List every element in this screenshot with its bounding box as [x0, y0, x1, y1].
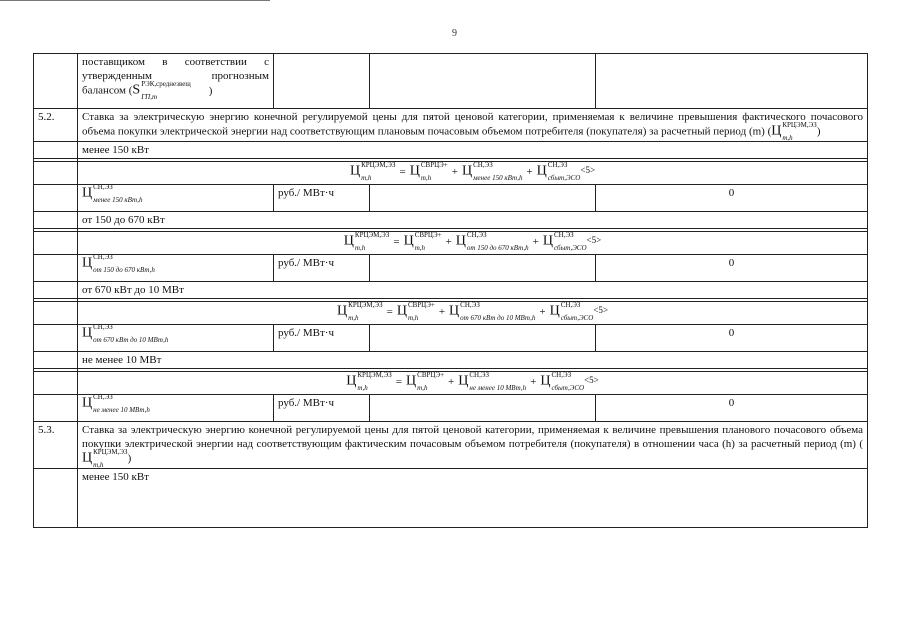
formula-lhs-sup: КРЦЭМ,ЭЗ: [361, 161, 396, 170]
formula-term-2-base: Ц: [455, 234, 466, 249]
empty-cell: [596, 54, 868, 109]
formula-term-1-sub: m,h: [414, 244, 426, 253]
plus-sign: +: [445, 236, 452, 248]
formula-lhs-sub: m,h: [357, 384, 368, 393]
value-text: 0: [728, 327, 735, 339]
formula-lhs: [346, 371, 392, 393]
category-rate-symbol-sup: СН,ЭЗ: [93, 254, 113, 261]
empty-cell: [34, 325, 78, 352]
category-rate-symbol-sub: от 670 кВт до 10 МВт,h: [93, 336, 169, 344]
plus-sign: +: [539, 306, 546, 318]
category-rate-symbol-sub: не менее 10 МВт,h: [93, 406, 150, 414]
formula-term-2: [461, 161, 523, 183]
category-rate-symbol-base: Ц: [82, 325, 93, 341]
formula-lhs: [343, 231, 390, 253]
formula-term-1-sub: m,h: [417, 384, 428, 393]
empty-cell: [370, 255, 596, 282]
formula-term-3-base: Ц: [542, 234, 553, 249]
empty-cell: [34, 185, 78, 212]
category-rate-symbol: [82, 186, 143, 202]
text-line-content: утвержденным прогнозным: [82, 70, 269, 82]
plus-sign: +: [451, 166, 458, 178]
formula-term-1-sub: m,h: [407, 314, 419, 323]
formula-term-2-base: Ц: [461, 164, 473, 179]
category-rate-symbol-base: Ц: [82, 185, 93, 201]
close-paren: ): [127, 452, 132, 465]
unit-text: руб./ МВт·ч: [278, 187, 334, 199]
unit-text: руб./ МВт·ч: [278, 257, 334, 269]
category-rate-symbol-sup: СН,ЭЗ: [93, 394, 113, 401]
category-label-row: [34, 212, 868, 229]
formula-term-3-sub: сбыт,ЭСО: [551, 384, 585, 393]
text-line-content: балансом (: [82, 84, 133, 97]
formula-term-3-sup: СН,ЭЗ: [547, 161, 568, 170]
formula-term-2-sub: не менее 10 МВт,h: [469, 384, 527, 393]
formula-term-3-sub: сбыт,ЭСО: [560, 314, 594, 323]
category-rate-symbol: [82, 396, 150, 412]
rate-symbol-base: Ц: [82, 450, 93, 466]
unit-text: руб./ МВт·ч: [278, 327, 334, 339]
plus-sign: +: [526, 166, 533, 178]
empty-cell: [34, 212, 78, 229]
tariff-table: [33, 53, 868, 528]
value-row: [34, 395, 868, 422]
section-number: [34, 422, 78, 469]
category-label-row: [34, 469, 868, 528]
formula-term-2-sub: от 150 до 670 кВт,h: [466, 244, 529, 253]
value-cell: [596, 395, 868, 422]
formula-term-1-base: Ц: [403, 234, 414, 249]
equals-sign: =: [393, 236, 400, 248]
category-rate-symbol-sup: СН,ЭЗ: [93, 324, 113, 331]
section-5-3-header: [34, 422, 868, 469]
empty-cell: [34, 162, 78, 185]
formula-term-3-base: Ц: [540, 374, 551, 389]
category-label-text: менее 150 кВт: [82, 144, 149, 156]
formula-lhs-sup: КРЦЭМ,ЭЗ: [354, 231, 390, 240]
empty-cell: [34, 54, 78, 109]
continuation-row: [34, 54, 868, 109]
rate-symbol-cell: [78, 395, 274, 422]
section-description: [78, 109, 868, 142]
section-number: [34, 109, 78, 142]
formula-term-2: [455, 231, 529, 253]
close-paren: ): [816, 125, 821, 138]
section-text: Ставка за электрическую энергию конечной регулируемой цены для пятой ценовой категории, применяемая к величине превышения фактического почасового объема покупки электрической энергии над соответствующим плановым почасовым объемом потребителя (покупателя) за расчетный период (m) (: [82, 111, 863, 138]
formula-term-1: [409, 161, 448, 183]
plus-sign: +: [532, 236, 539, 248]
section-text: Ставка за электрическую энергию конечной регулируемой цены для пятой ценовой категории, применяемая к величине превышения планового почасового объема покупки электрической энергии над соответствующим фактическим почасовым объемом потребителя (покупателя) в отношении часа (h) за расчетный период (m) (: [82, 424, 863, 450]
formula-term-2: [458, 371, 527, 393]
rate-symbol: [82, 448, 128, 469]
rate-symbol-base: Ц: [771, 123, 782, 139]
value-row: [34, 255, 868, 282]
formula-term-1: [396, 301, 435, 323]
formula-term-3: [542, 231, 587, 253]
empty-cell: [34, 372, 78, 395]
rate-symbol-cell: [78, 255, 274, 282]
footnote-ref: <5>: [580, 165, 596, 175]
category-rate-symbol-sub: менее 150 кВт,h: [93, 196, 143, 204]
empty-cell: [34, 352, 78, 369]
equals-sign: =: [386, 306, 393, 318]
section-number-text: 5.3.: [38, 424, 55, 436]
category-rate-symbol: [82, 256, 155, 272]
formula-lhs-base: Ц: [349, 164, 361, 179]
empty-cell: [274, 54, 370, 109]
formula-term-1-base: Ц: [409, 164, 420, 179]
rate-symbol-sup: КРЦЭМ,ЭЗ: [93, 448, 128, 456]
empty-cell: [34, 232, 78, 255]
formula-term-1-sub: m,h: [420, 174, 432, 183]
category-label-text: менее 150 кВт: [82, 471, 149, 483]
formula-term-1-base: Ц: [396, 304, 407, 319]
formula-row: [34, 372, 868, 395]
category-label: [78, 469, 868, 528]
formula-row: [34, 162, 868, 185]
text-line: [82, 80, 269, 101]
formula-term-3: [549, 301, 594, 323]
unit-text: руб./ МВт·ч: [278, 397, 334, 409]
formula-term-3: [540, 371, 585, 393]
text-line-content: поставщиком в соответствии с: [82, 56, 269, 68]
unit-cell: [274, 185, 370, 212]
category-rate-symbol-sub: от 150 до 670 кВт,h: [93, 266, 155, 274]
balance-symbol-base: S: [132, 82, 141, 98]
section-description: [78, 422, 868, 469]
plus-sign: +: [530, 376, 537, 388]
formula-term-2: [449, 301, 536, 323]
formula: [78, 162, 868, 185]
page-number: 9: [452, 28, 457, 39]
equals-sign: =: [399, 166, 406, 178]
empty-cell: [34, 282, 78, 299]
formula-term-3-base: Ц: [549, 304, 560, 319]
rate-symbol: [771, 121, 817, 142]
formula-term-2-base: Ц: [449, 304, 460, 319]
value-row: [34, 185, 868, 212]
unit-cell: [274, 255, 370, 282]
formula-lhs: [337, 301, 383, 323]
formula-term-2-sup: СН,ЭЗ: [460, 301, 480, 310]
text-line: [82, 55, 269, 69]
value-row: [34, 325, 868, 352]
formula: [78, 372, 868, 395]
empty-cell: [370, 185, 596, 212]
category-label-text: от 670 кВт до 10 МВт: [82, 284, 184, 296]
formula-term-2-sup: СН,ЭЗ: [469, 371, 490, 380]
close-paren: ): [208, 84, 213, 97]
category-rate-symbol-sup: СН,ЭЗ: [93, 184, 113, 191]
value-cell: [596, 185, 868, 212]
category-label-row: [34, 352, 868, 369]
category-label: [78, 352, 868, 369]
formula-lhs-base: Ц: [346, 374, 357, 389]
formula: [78, 232, 868, 255]
formula-term-3-sub: сбыт,ЭСО: [553, 244, 587, 253]
footnote-ref: <5>: [586, 235, 602, 245]
category-label-text: от 150 до 670 кВт: [82, 214, 165, 226]
category-label-row: [34, 282, 868, 299]
empty-cell: [34, 469, 78, 528]
formula-term-2-sub: от 670 кВт до 10 МВт,h: [460, 314, 536, 323]
formula-lhs-base: Ц: [343, 234, 354, 249]
formula-term-2-sup: СН,ЭЗ: [473, 161, 493, 170]
top-rule: [0, 0, 270, 1]
formula-term-1-sup: СВРЦЭ+: [414, 231, 442, 240]
plus-sign: +: [438, 306, 446, 318]
category-label-row: [34, 142, 868, 159]
empty-cell: [370, 395, 596, 422]
unit-cell: [274, 325, 370, 352]
empty-cell: [34, 395, 78, 422]
balance-symbol-sup: РЭК,среднезвещ: [141, 80, 191, 88]
empty-cell: [370, 54, 596, 109]
formula-lhs-sup: КРЦЭМ,ЭЗ: [357, 371, 392, 380]
rate-symbol-sub: m,h: [93, 461, 104, 469]
category-label: [78, 212, 868, 229]
section-5-2-header: [34, 109, 868, 142]
formula-row: [34, 232, 868, 255]
balance-symbol: [132, 80, 191, 101]
formula-term-3-base: Ц: [536, 164, 547, 179]
equals-sign: =: [395, 376, 403, 388]
section-number-text: 5.2.: [38, 111, 55, 123]
value-text: 0: [728, 187, 735, 199]
plus-sign: +: [448, 376, 455, 388]
rate-symbol-sup: КРЦЭМ,ЭЗ: [782, 121, 817, 129]
formula-term-3-sup: СН,ЭЗ: [553, 231, 574, 240]
balance-symbol-sub: ГП,m: [141, 93, 158, 101]
empty-cell: [34, 142, 78, 159]
formula-term-3-sup: СН,ЭЗ: [551, 371, 572, 380]
rate-symbol-cell: [78, 185, 274, 212]
formula-term-1-sup: СВРЦЭ+: [407, 301, 435, 310]
value-cell: [596, 325, 868, 352]
rate-symbol-cell: [78, 325, 274, 352]
empty-cell: [34, 302, 78, 325]
category-label: [78, 282, 868, 299]
formula-lhs-sup: КРЦЭМ,ЭЗ: [348, 301, 383, 310]
continuation-text: [78, 54, 274, 109]
unit-cell: [274, 395, 370, 422]
formula-term-3: [536, 161, 581, 183]
footnote-ref: <5>: [593, 305, 608, 315]
value-cell: [596, 255, 868, 282]
footnote-ref: <5>: [584, 375, 599, 385]
rate-symbol-sub: m,h: [782, 134, 793, 142]
formula-term-2-sup: СН,ЭЗ: [466, 231, 487, 240]
formula-lhs-base: Ц: [337, 304, 348, 319]
formula-lhs: [349, 161, 396, 183]
formula-term-1-base: Ц: [406, 374, 417, 389]
formula-lhs-sub: m,h: [354, 244, 366, 253]
formula-term-1: [406, 371, 445, 393]
formula-lhs-sub: m,h: [348, 314, 359, 323]
formula-term-1-sup: СВРЦЭ+: [420, 161, 448, 170]
formula-row: [34, 302, 868, 325]
formula-term-1: [403, 231, 442, 253]
value-text: 0: [728, 257, 735, 269]
category-label-text: не менее 10 МВт: [82, 354, 162, 366]
category-rate-symbol-base: Ц: [82, 255, 93, 271]
formula-term-2-sub: менее 150 кВт,h: [473, 174, 523, 183]
category-label: [78, 142, 868, 159]
formula-term-2-base: Ц: [458, 374, 469, 389]
formula-term-3-sub: сбыт,ЭСО: [547, 174, 581, 183]
empty-cell: [34, 255, 78, 282]
category-rate-symbol: [82, 326, 168, 342]
formula: [78, 302, 868, 325]
formula-lhs-sub: m,h: [361, 174, 372, 183]
category-rate-symbol-base: Ц: [82, 395, 93, 411]
formula-term-3-sup: СН,ЭЗ: [560, 301, 581, 310]
value-text: 0: [728, 397, 735, 409]
empty-cell: [370, 325, 596, 352]
formula-term-1-sup: СВРЦЭ+: [417, 371, 445, 380]
